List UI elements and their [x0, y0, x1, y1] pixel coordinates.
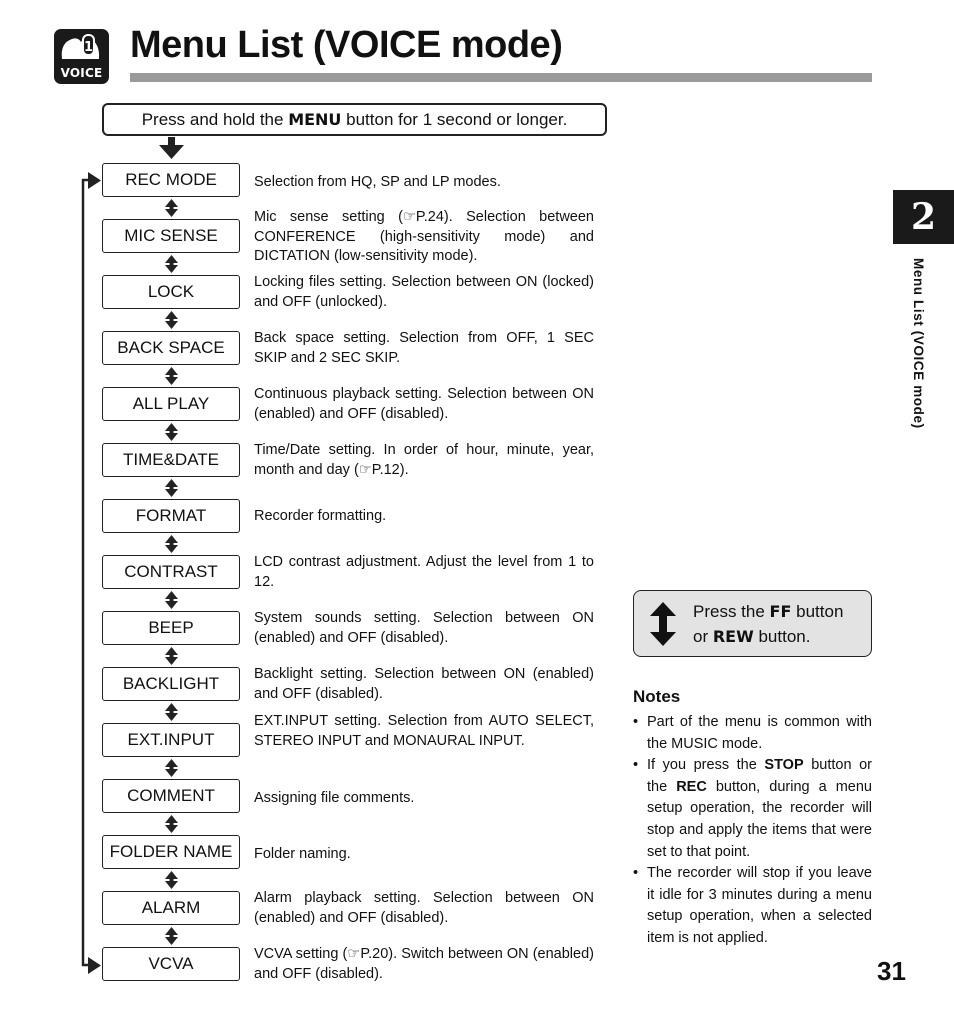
menu-item-box: FORMAT	[102, 499, 240, 533]
note-text: Part of the menu is common with the MUSIC mode.	[647, 714, 872, 752]
menu-item-box: BACK SPACE	[102, 331, 240, 365]
menu-item-box: VCVA	[102, 947, 240, 981]
menu-item-description: Continuous playback setting. Selection between ON (enabled) and OFF (disabled).	[254, 386, 594, 422]
menu-item-description: Selection from HQ, SP and LP modes.	[254, 174, 501, 190]
logo-text: VOICE	[60, 66, 103, 80]
updown-arrow-icon	[165, 703, 178, 721]
menu-item-description: Folder naming.	[254, 846, 351, 862]
menu-item-description: LCD contrast adjustment. Adjust the level from 1 to 12.	[254, 554, 594, 590]
side-tab-label: Menu List (VOICE mode)	[911, 258, 926, 429]
loop-line	[83, 180, 90, 965]
updown-arrow-icon	[165, 647, 178, 665]
menu-item-box: TIME&DATE	[102, 443, 240, 477]
note-item	[633, 712, 872, 755]
page-title: Menu List (VOICE mode)	[130, 24, 563, 66]
note-item	[633, 863, 872, 949]
menu-item-box: LOCK	[102, 275, 240, 309]
rew-key-label: REW	[712, 627, 754, 646]
ff-rew-text	[693, 599, 843, 649]
ff-text-after: button	[791, 602, 844, 621]
updown-arrow-icon	[165, 311, 178, 329]
ff-rew-info-box	[633, 590, 872, 657]
note-key-label: STOP	[764, 757, 804, 774]
menu-item-description: Back space setting. Selection from OFF, 1 SEC SKIP and 2 SEC SKIP.	[254, 330, 594, 366]
menu-item-box: EXT.INPUT	[102, 723, 240, 757]
menu-item-box: CONTRAST	[102, 555, 240, 589]
rew-text-after: button.	[753, 627, 811, 646]
bullet-icon: •	[633, 757, 639, 774]
menu-item-description: Backlight setting. Selection between ON (enabled) and OFF (disabled).	[254, 666, 594, 702]
note-text: If you press the	[647, 757, 765, 774]
notes-title: Notes	[633, 687, 681, 706]
note-key-label: REC	[676, 778, 707, 795]
menu-item-description: Assigning file comments.	[254, 790, 415, 806]
ff-text-before: Press the	[693, 602, 770, 621]
updown-arrow-icon	[165, 255, 178, 273]
notes-list	[633, 712, 872, 950]
menu-item-box: BACKLIGHT	[102, 667, 240, 701]
updown-arrow-icon	[165, 535, 178, 553]
menu-item-description: Locking files setting. Selection between ON (locked) and OFF (unlocked).	[254, 274, 594, 310]
menu-item-box: BEEP	[102, 611, 240, 645]
menu-item-description: System sounds setting. Selection between ON (enabled) and OFF (disabled).	[254, 610, 594, 646]
updown-arrow-icon	[165, 871, 178, 889]
down-arrow-icon	[159, 137, 184, 159]
updown-arrow-icon	[165, 199, 178, 217]
bullet-icon: •	[633, 865, 639, 882]
note-text: The recorder will stop if you leave it idle for 3 minutes during a menu setup operation, when a selected item is not applied.	[647, 865, 872, 946]
updown-arrow-icon	[165, 759, 178, 777]
menu-item-description: VCVA setting (☞P.20). Switch between ON (enabled) and OFF (disabled).	[254, 946, 594, 982]
note-text: button or the	[647, 757, 873, 795]
note-text: button, during a menu setup operation, the recorder will stop and apply the items that were set to that point.	[647, 778, 872, 860]
menu-item-box: MIC SENSE	[102, 219, 240, 253]
updown-arrow-icon	[165, 479, 178, 497]
loop-arrow-bottom-icon	[88, 957, 101, 974]
updown-arrow-icon	[648, 602, 678, 646]
bullet-icon: •	[633, 714, 639, 730]
menu-item-description: Alarm playback setting. Selection between ON (enabled) and OFF (disabled).	[254, 890, 594, 926]
side-tab-text	[906, 258, 926, 468]
page-number: 31	[877, 956, 906, 986]
updown-arrow-icon	[165, 927, 178, 945]
menu-item-description: Recorder formatting.	[254, 508, 387, 524]
menu-item-description: Mic sense setting (☞P.24). Selection between CONFERENCE (high-sensitivity mode) and DICTATION (low-sensitivity mode).	[254, 209, 594, 264]
ff-key-label: FF	[769, 602, 792, 621]
loop-arrow-top-icon	[88, 172, 101, 189]
menu-item-box: FOLDER NAME	[102, 835, 240, 869]
menu-item-box: ALL PLAY	[102, 387, 240, 421]
chapter-tab: 2	[893, 190, 954, 244]
updown-arrow-icon	[165, 815, 178, 833]
updown-arrow-icon	[165, 591, 178, 609]
menu-key-label: MENU	[288, 110, 342, 129]
menu-item-description: EXT.INPUT setting. Selection from AUTO SELECT, STEREO INPUT and MONAURAL INPUT.	[254, 713, 594, 749]
menu-item-description: Time/Date setting. In order of hour, minute, year, month and day (☞P.12).	[254, 442, 594, 478]
menu-item-box: COMMENT	[102, 779, 240, 813]
instruction-text-after: button for 1 second or longer.	[341, 110, 568, 129]
updown-arrow-icon	[165, 423, 178, 441]
updown-arrow-icon	[165, 367, 178, 385]
rew-text-before: or	[693, 627, 713, 646]
svg-text:1: 1	[83, 40, 94, 55]
note-item	[633, 755, 872, 863]
instruction-text-before: Press and hold the	[141, 110, 289, 129]
menu-item-box: ALARM	[102, 891, 240, 925]
menu-item-box: REC MODE	[102, 163, 240, 197]
